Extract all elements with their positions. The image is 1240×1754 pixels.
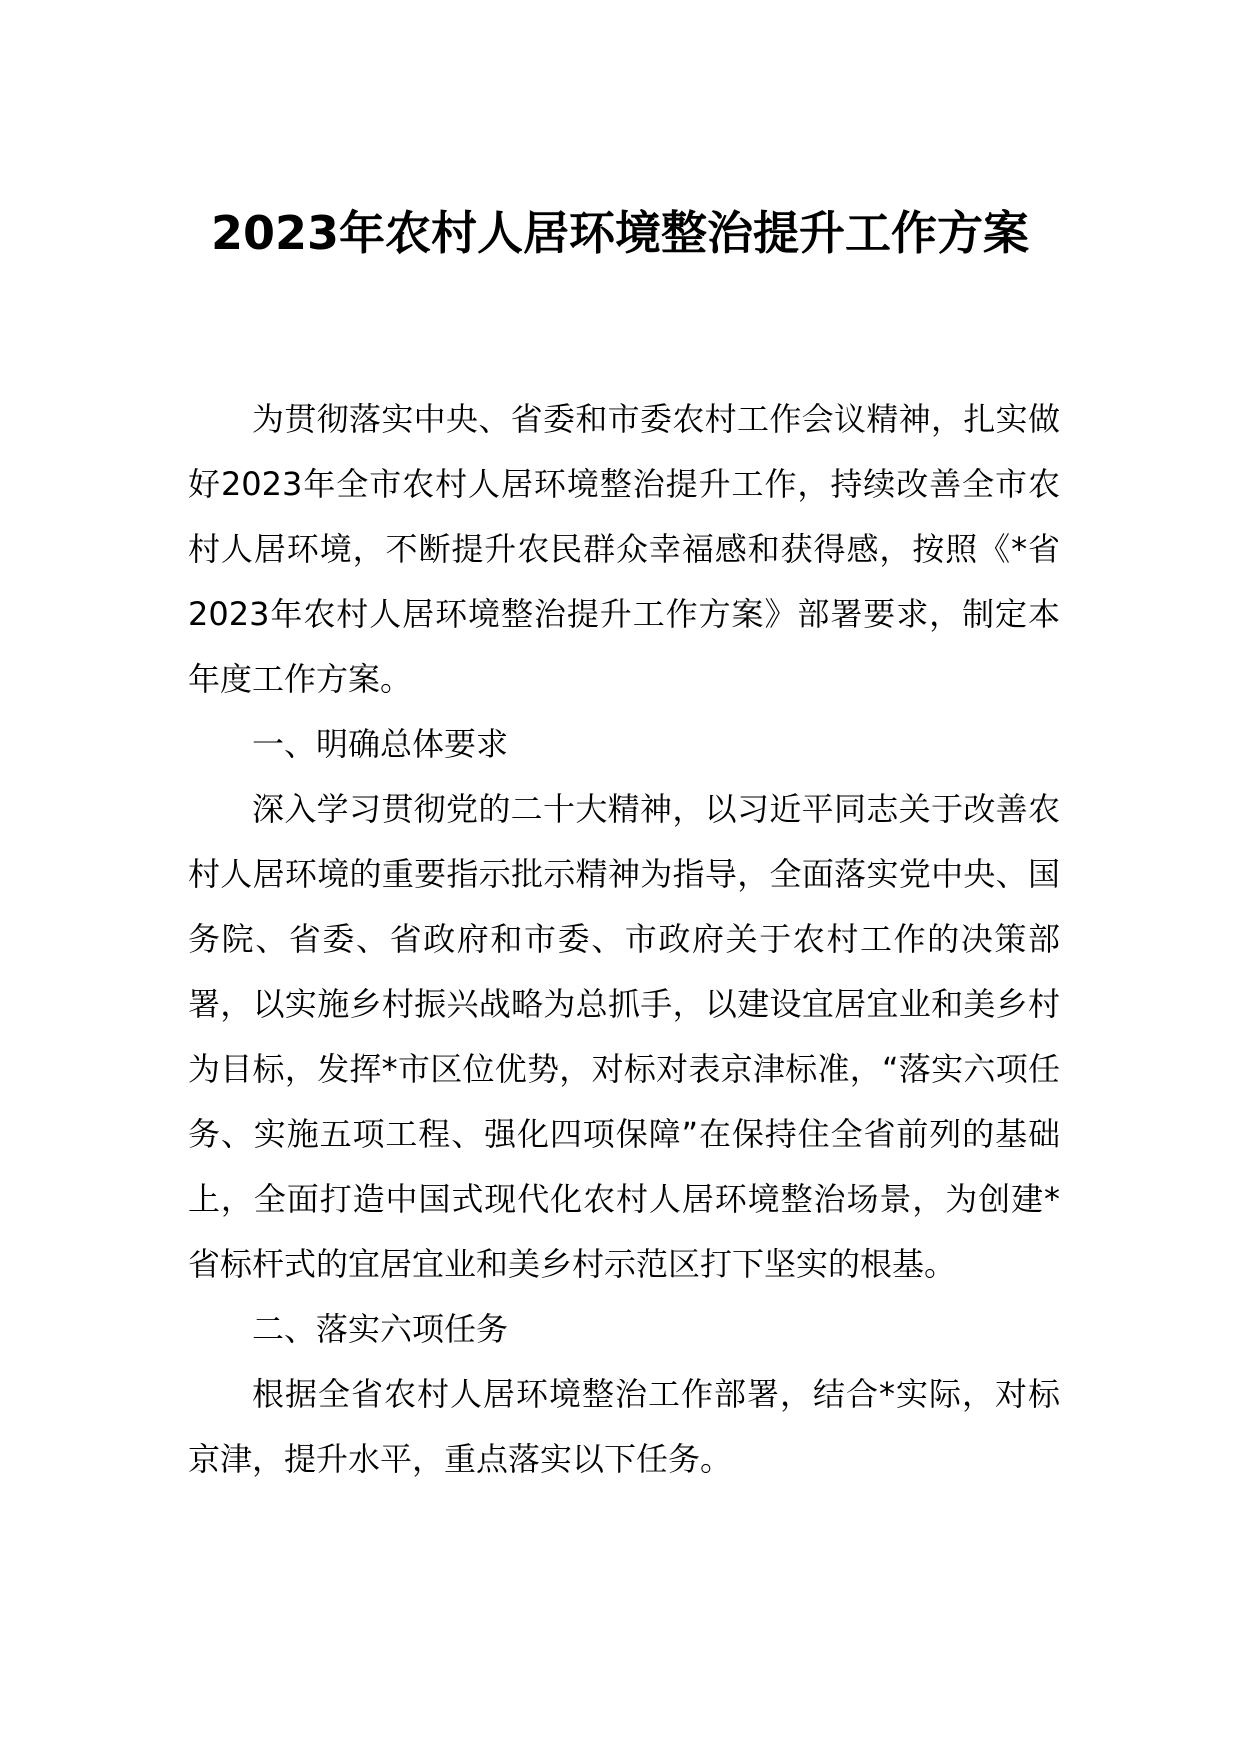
document-body (188, 387, 1060, 1492)
section-2-paragraph: 根据全省农村人居环境整治工作部署，结合*实际，对标京津，提升水平，重点落实以下任务。 (188, 1375, 1060, 1478)
document-title: 2023年农村人居环境整治提升工作方案 (210, 206, 1030, 260)
section-heading-1: 一、明确总体要求 (252, 725, 509, 763)
intro-paragraph: 为贯彻落实中央、省委和市委农村工作会议精神，扎实做好2023年全市农村人居环境整治提升工作，持续改善全市农村人居环境，不断提升农民群众幸福感和获得感，按照《*省2023年农村人居环境整治提升工作方案》部署要求，制定本年度工作方案。 (188, 400, 1060, 698)
section-1-paragraph: 深入学习贯彻党的二十大精神，以习近平同志关于改善农村人居环境的重要指示批示精神为指导，全面落实党中央、国务院、省委、省政府和市委、市政府关于农村工作的决策部署，以实施乡村振兴战略为总抓手，以建设宜居宜业和美乡村为目标，发挥*市区位优势，对标对表京津标准，“落实六项任务、实施五项工程、强化四项保障”在保持住全省前列的基础上，全面打造中国式现代化农村人居环境整治场景，为创建*省标杆式的宜居宜业和美乡村示范区打下坚实的根基。 (188, 790, 1060, 1283)
section-heading-2: 二、落实六项任务 (252, 1310, 509, 1348)
